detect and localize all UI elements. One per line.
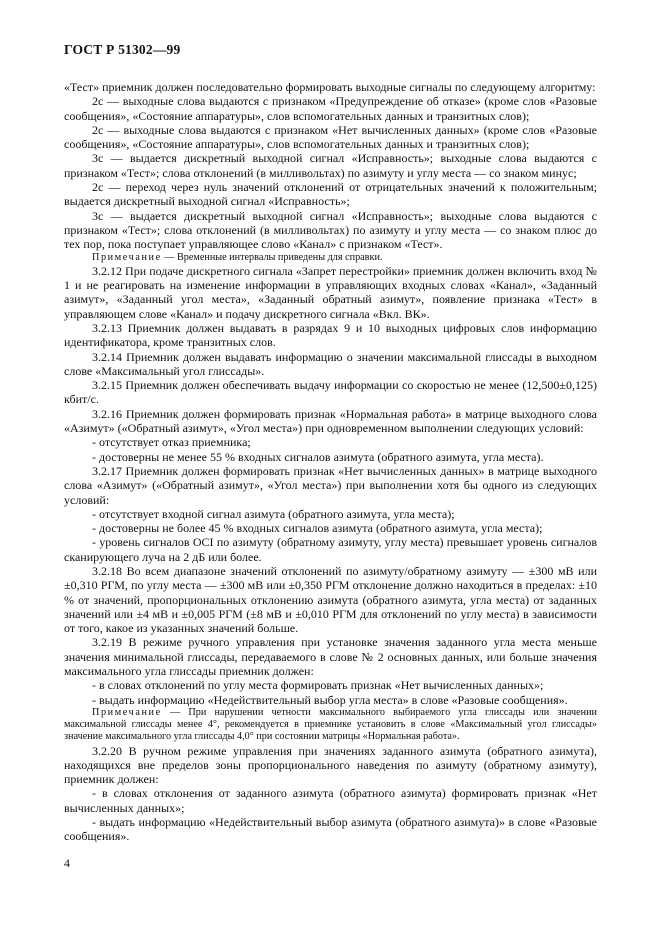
note <box>64 707 597 744</box>
paragraph: 2с — переход через нуль значений отклонений от отрицательных значений к положительным; выдается дискретный выходной сигнал «Исправность»; <box>64 180 597 209</box>
section-3-2-13: 3.2.13 Приемник должен выдавать в разрядах 9 и 10 выходных цифровых слов информацию идентификатора, кроме транзитных слов. <box>64 320 597 350</box>
list-item: - выдать информацию «Недействительный выбор угла места» в слове «Разовые сообщения». <box>92 692 568 707</box>
list-item: - отсутствует входной сигнал азимута (обратного азимута, угла места); <box>92 506 455 521</box>
paragraph: 2с — выходные слова выдаются с признаком «Нет вычисленных данных» (кроме слов «Разовые сообщения», «Состояние аппаратуры», слов вспомогательных данных и транзитных слов); <box>64 122 597 152</box>
section-3-2-18: 3.2.18 Во всем диапазоне значений отклонений по азимуту/обратному азимуту — ±300 мВ или ±0,310 РГМ, по углу места — ±300 мВ или ±0,350 РГМ отклонение должно находиться в пределах: ±10 % от значений, пропорциональных отклонению азимута (обратного азимута, угла места) от заданных значений или ±4 мВ и ±0,005 РГМ (±8 мВ и ±0,010 РГМ для отклонений по углу места) в зависимости от того, какое из указанных значений больше. <box>64 564 597 636</box>
paragraph: 3с — выдается дискретный выходной сигнал «Исправность»; выходные слова выдаются с признаком «Тест»; слова отклонений (в милливольтах) по азимуту и углу места — со знаком минус; <box>64 151 597 180</box>
paragraph: «Тест» приемник должен последовательно формировать выходные сигналы по следующему алгоритму: <box>64 80 596 94</box>
list-item: - достоверны не менее 55 % входных сигналов азимута (обратного азимута, угла места). <box>92 449 544 464</box>
note-text: — Временные интервалы приведены для справки. <box>161 251 383 263</box>
note-text: — При нарушении четности максимального выбираемого угла глиссады или значении максимальной глиссады менее 4°, рекомендуется в приемнике установить в слове «Максимальный угол глиссады» значение максимального угла глиссады 4,0° при состоянии матрицы «Нормальная работа». <box>64 706 597 743</box>
page-number: 4 <box>64 856 70 870</box>
note <box>64 252 597 264</box>
list-item: - достоверны не более 45 % входных сигналов азимута (обратного азимута, угла места); <box>92 521 543 536</box>
note-label: Примечание <box>92 251 162 263</box>
list-item: - уровень сигналов OCI по азимуту (обратному азимуту, углу места) превышает уровень сигналов сканирующего луча на 2 дБ или более. <box>64 535 597 564</box>
section-3-2-14: 3.2.14 Приемник должен выдавать информацию о значении максимальной глиссады в выходном слове «Максимальный угол глиссады». <box>64 349 597 378</box>
list-item: - отсутствует отказ приемника; <box>92 435 251 450</box>
section-3-2-15: 3.2.15 Приемник должен обеспечивать выдачу информации со скоростью не менее (12,500±0,125) кбит/с. <box>64 378 597 407</box>
section-3-2-12: 3.2.12 При подаче дискретного сигнала «Запрет перестройки» приемник должен включить вход № 1 и не реагировать на изменение информации в управляющих входных словах «Канал», «Заданный азимут», «Заданный угол места», «Заданный обратный азимут», появление признака «Тест» в управляющем слове «Канал» и подачу дискретного сигнала «Вкл. ВК». <box>64 263 597 321</box>
list-item: - выдать информацию «Недействительный выбор азимута (обратного азимута)» в слове «Разовые сообщения». <box>64 815 597 844</box>
section-3-2-19: 3.2.19 В режиме ручного управления при установке значения заданного угла места меньше значения минимальной глиссады, передаваемого в слове № 2 основных данных, или больше значения максимального угла глиссады приемник должен: <box>64 635 597 679</box>
list-item: - в словах отклонения от заданного азимута (обратного азимута) формировать признак «Нет вычисленных данных»; <box>64 786 597 815</box>
document-header: ГОСТ Р 51302—99 <box>64 42 181 57</box>
section-3-2-16: 3.2.16 Приемник должен формировать признак «Нормальная работа» в матрице выходного слова «Азимут» («Обратный азимут», «Угол места») при одновременном выполнении следующих условий: <box>64 406 597 436</box>
document-body <box>64 80 597 844</box>
section-3-2-17: 3.2.17 Приемник должен формировать признак «Нет вычисленных данных» в матрице выходного слова «Азимут» («Обратный азимут», «Угол места») при выполнении хотя бы одного из следующих условий: <box>64 463 597 507</box>
paragraph: 3с — выдается дискретный выходной сигнал «Исправность»; выходные слова выдаются с признаком «Тест»; слова отклонений (в милливольтах) по азимуту и углу места — со знаком плюс до тех пор, пока поступает управляющее слово «Канал» с признаком «Тест». <box>64 208 597 252</box>
paragraph: 2с — выходные слова выдаются с признаком «Предупреждение об отказе» (кроме слов «Разовые сообщения», «Состояние аппаратуры», слов вспомогательных данных и транзитных слов); <box>64 94 597 123</box>
note-label: Примечание <box>92 706 162 718</box>
section-3-2-20: 3.2.20 В ручном режиме управления при значениях заданного азимута (обратного азимута), находящихся вне пределов зоны пропорционального наведения по азимуту (обратному азимуту), приемник должен: <box>64 743 597 787</box>
list-item: - в словах отклонений по углу места формировать признак «Нет вычисленных данных»; <box>92 678 544 693</box>
